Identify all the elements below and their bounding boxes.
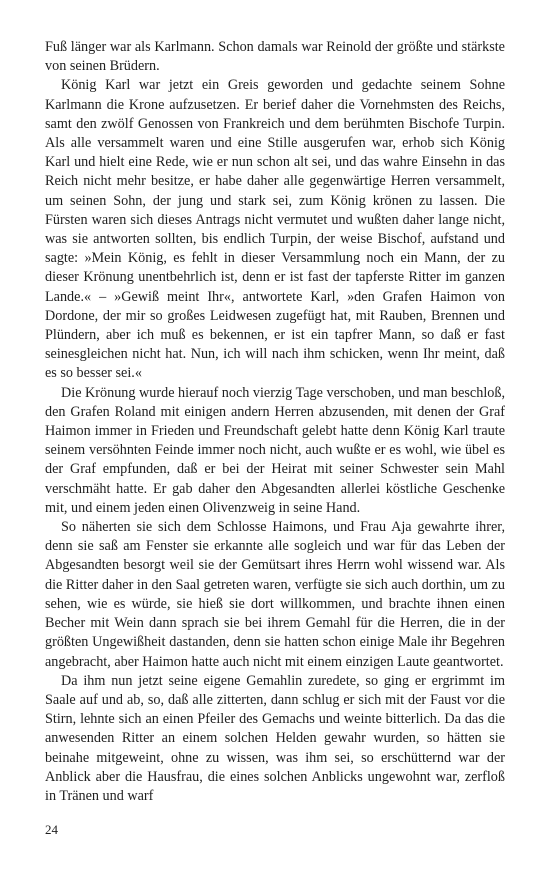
paragraph-4: So näherten sie sich dem Schlosse Haimons, und Frau Aja gewahrte ihrer, denn sie saß am Fenster sie erkannte alle sogleich und war für das Leben der Abgesandten besorgt weil sie der Gemütsart ihres Herrn wohl wissend war. Als die Ritter daher in den Saal getreten waren, verfügte sie sich auch dorthin, um zu sehen, wie es würde, sie hieß sie dort willkommen, und brachte ihnen einen Becher mit Wein dann sprach sie bei ihrem Gemahl für die Herren, die in der größten Ungewißheit dastanden, denn sie hatten schon einige Male ihr Begehren angebracht, aber Haimon hatte auch nicht mit einem einzigen Laute geantwortet. (45, 519, 505, 670)
paragraph-5: Da ihm nun jetzt seine eigene Gemahlin zuredete, so ging er ergrimmt im Saale auf und ab, so, daß alle zitterten, dann schlug er sich mit der Faust vor die Stirn, lehnte sich an einen Pfeiler des Gemachs und weinte bitterlich. Da das die anwesenden Ritter an einem solchen Helden gewahr wurden, so hätten sie beinahe mitgeweint, ohne zu wissen, was ihm sei, so erschütternd war der Anblick aber die Hausfrau, die eines solchen Anblicks ungewohnt war, zerfloß in Tränen und warf (45, 672, 505, 804)
paragraph-2: König Karl war jetzt ein Greis geworden und gedachte seinem Sohne Karlmann die Krone aufzusetzen. Er berief daher die Vornehmsten des Reichs, samt den zwölf Genossen von Frankreich und dem berühmten Bischofe Turpin. Als alle versammelt waren und eine Stille ausgerufen war, erhob sich König Karl und hielt eine Rede, wie er nun schon alt sei, und das wahre Einsehn in das Reich nicht mehr besitze, er habe daher alle gegenwärtige Herren versammelt, um seinen Sohn, der jung und stark sei, zum König krönen zu lassen. Die Fürsten waren sich dieses Antrags nicht vermutet und wußten daher lange nicht, was sie antworten sollten, bis endlich Turpin, der weise Bischof, aufstand und sagte: »Mein König, es fehlt in dieser Versammlung noch ein Mann, der zu dieser Krönung unentbehrlich ist, denn er ist fast der tapferste Ritter im ganzen Lande.« – »Gewiß meint Ihr«, antwortete Karl, »den Grafen Haimon von Dordone, der mir so großes Leidwesen zugefügt hat, mit Rauben, Brennen und Plündern, aber ich muß es bekennen, er ist ein tapfrer Mann, so daß er fast seinesgleichen nicht hat. Nun, ich will nach ihm schicken, wenn Ihr meint, daß es so besser sei.« (45, 77, 505, 382)
page-text-block (45, 38, 505, 806)
page-number: 24 (45, 822, 58, 837)
paragraph-3: Die Krönung wurde hierauf noch vierzig Tage verschoben, und man beschloß, den Grafen Roland mit einigen andern Herren abzusenden, mit denen der Graf Haimon immer in Frieden und Freundschaft gelebt hatte denn König Karl traute seinem versöhnten Feinde immer noch nicht, auch wußte er es wohl, wie übel es der Graf empfunden, daß er bei der Heirat mit seiner Schwester sein Mahl verschmäht hatte. Er gab daher den Abgesandten allerlei köstliche Geschenke mit, und einem jeden einen Olivenzweig in seine Hand. (45, 384, 505, 516)
paragraph-1: Fuß länger war als Karlmann. Schon damals war Reinold der größte und stärkste von seinen Brüdern. (45, 39, 505, 75)
